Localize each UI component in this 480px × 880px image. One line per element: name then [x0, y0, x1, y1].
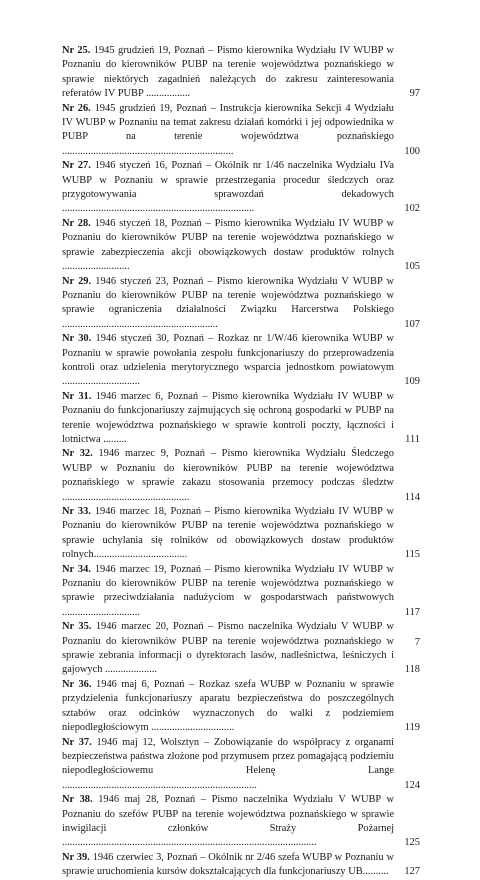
entry-text: 1946 marzec 18, Poznań – Pismo kierownika Wydziału IV WUBP w Poznaniu do kierowników PUBP na terenie województwa poznańskiego w sprawie uchylania się rolników od obowiązkowych dostaw produktów rolnych....................................	[62, 506, 394, 561]
entry-text: 1946 maj 12, Wolsztyn – Zobowiązanie do współpracy z organami bezpieczeństwa państwa złożone pod przymusem przez pomagającą podziemiu niepodległościowemu Helenę Lange ...........................................................................	[62, 736, 394, 791]
toc-entry	[62, 102, 420, 160]
entry-page: 117	[404, 606, 420, 618]
toc-entry	[62, 793, 420, 851]
entry-number: Nr 26.	[62, 102, 91, 114]
entry-page: 115	[404, 549, 420, 561]
toc-entry	[62, 447, 420, 505]
toc-entry	[62, 505, 420, 563]
entry-number: Nr 29.	[62, 275, 92, 287]
entry-text: 1946 maj 6, Poznań – Rozkaz szefa WUBP w Poznaniu w sprawie przydzielenia funkcjonariuszy aparatu bezpieczeństwa do poszczególnych sztabów oraz odcinków wyznaczonych do walki z podziemiem niepodległościowym ................................	[62, 678, 395, 734]
entry-text: 1946 marzec 20, Poznań – Pismo naczelnika Wydziału V WUBP w Poznaniu do kierowników PUBP na terenie województwa poznańskiego w sprawie zebrania informacji o dyrektorach lasów, nadleśnictwa, leśniczych i gajowych ....................	[62, 621, 394, 676]
entry-number: Nr 35.	[62, 621, 92, 633]
entry-text: 1946 marzec 9, Poznań – Pismo kierownika Wydziału Śledczego WUBP w Poznaniu do kierowników PUBP na terenie województwa poznańskiego w sprawie zakazu stosowania przemocy podczas śledztw .................................................	[62, 448, 394, 503]
entry-page: 114	[404, 491, 420, 503]
toc-entry	[62, 563, 420, 621]
entry-number: Nr 33.	[62, 506, 91, 517]
entry-page: 124	[404, 779, 420, 791]
entry-page: 125	[404, 837, 420, 849]
toc-entry	[62, 390, 420, 448]
entry-number: Nr 38.	[62, 794, 93, 806]
toc-entry	[62, 332, 420, 390]
entry-number: Nr 34.	[62, 563, 91, 575]
toc-entry	[62, 736, 420, 794]
toc-entry	[62, 275, 420, 333]
entry-number: Nr 25.	[62, 45, 91, 56]
entry-number: Nr 30.	[62, 333, 92, 345]
entry-text: 1945 grudzień 19, Poznań – Pismo kierownika Wydziału IV WUBP w Poznaniu do kierowników PUBP na terenie województwa poznańskiego w sprawie niektórych zagadnień należących do zakresu zainteresowania referatów IV PUBP .................	[62, 45, 394, 100]
toc-entry	[62, 851, 420, 880]
entry-text: 1945 grudzień 19, Poznań – Instrukcja kierownika Sekcji 4 Wydziału IV WUBP w Poznaniu na temat zakresu działań komórki i jej odpowiednika w PUBP na terenie województwa poznańskiego ..................................................................	[62, 102, 394, 157]
entry-number: Nr 37.	[62, 736, 92, 748]
entry-text: 1946 marzec 19, Poznań – Pismo kierownika Wydziału IV WUBP w Poznaniu do kierowników PUBP na terenie województwa poznańskiego w sprawie przeciwdziałania nadużyciom w gospodarstwach państwowych ..............................	[62, 563, 394, 618]
entry-page: 119	[404, 722, 420, 734]
entry-number: Nr 27.	[62, 160, 91, 172]
toc-entry	[62, 678, 420, 736]
entry-page: 127	[404, 866, 420, 878]
entry-text: 1946 styczeń 23, Poznań – Pismo kierownika Wydziału V WUBP w Poznaniu do kierowników PUBP na terenie województwa poznańskiego w sprawie ograniczenia działalności Związku Harcerstwa Polskiego ............................................................	[62, 275, 395, 330]
entry-text: 1946 czerwiec 3, Poznań – Okólnik nr 2/46 szefa WUBP w Poznaniu w sprawie uruchomienia kursów dokształcających dla funkcjonariuszy UB..........	[62, 851, 395, 878]
entry-page: 105	[404, 261, 420, 273]
table-of-contents	[62, 44, 420, 880]
entry-text: 1946 maj 28, Poznań – Pismo naczelnika Wydziału V WUBP w Poznaniu do szefów PUBP na terenie województwa poznańskiego w sprawie inwigilacji członków Straży Pożarnej ..................................................................................................	[62, 794, 394, 849]
entry-number: Nr 39.	[62, 851, 90, 863]
toc-entry	[62, 159, 420, 217]
toc-entry	[62, 44, 420, 102]
entry-page: 97	[409, 88, 420, 100]
entry-text: 1946 styczeń 18, Poznań – Pismo kierownika Wydziału IV WUBP w Poznaniu do kierowników PUBP na terenie województwa poznańskiego w sprawie zabezpieczenia akcji obowiązkowych dostaw produktów rolnych ..........................	[62, 217, 394, 273]
entry-page: 107	[404, 318, 420, 330]
entry-page: 118	[404, 664, 420, 676]
toc-entry	[62, 620, 420, 678]
entry-number: Nr 36.	[62, 678, 92, 690]
page-number: 7	[414, 637, 420, 648]
entry-text: 1946 marzec 6, Poznań – Pismo kierownika Wydziału IV WUBP w Poznaniu do funkcjonariuszy zajmujących się ochroną gospodarki w PUBP na terenie województwa poznańskiego w sprawie kontroli poczty, łączności i lotnictwa .........	[62, 390, 394, 445]
entry-page: 100	[404, 145, 420, 157]
entry-text: 1946 styczeń 30, Poznań – Rozkaz nr 1/W/46 kierownika WUBP w Poznaniu w sprawie powołania zespołu funkcjonariuszy do przeprowadzenia kontroli oraz udzielenia merytorycznego wsparcia jednostkom powiatowym ..............................	[62, 333, 395, 388]
entry-text: 1946 styczeń 16, Poznań – Okólnik nr 1/46 naczelnika Wydziału IVa WUBP w Poznaniu w sprawie przestrzegania procedur śledczych oraz przygotowywania sprawozdań dekadowych ..........................................................................	[62, 160, 394, 215]
toc-entry	[62, 217, 420, 275]
entry-page: 102	[404, 203, 420, 215]
entry-page: 109	[404, 376, 420, 388]
entry-page: 111	[405, 433, 420, 445]
entry-number: Nr 28.	[62, 217, 91, 229]
entry-number: Nr 31.	[62, 390, 92, 402]
entry-number: Nr 32.	[62, 448, 93, 460]
